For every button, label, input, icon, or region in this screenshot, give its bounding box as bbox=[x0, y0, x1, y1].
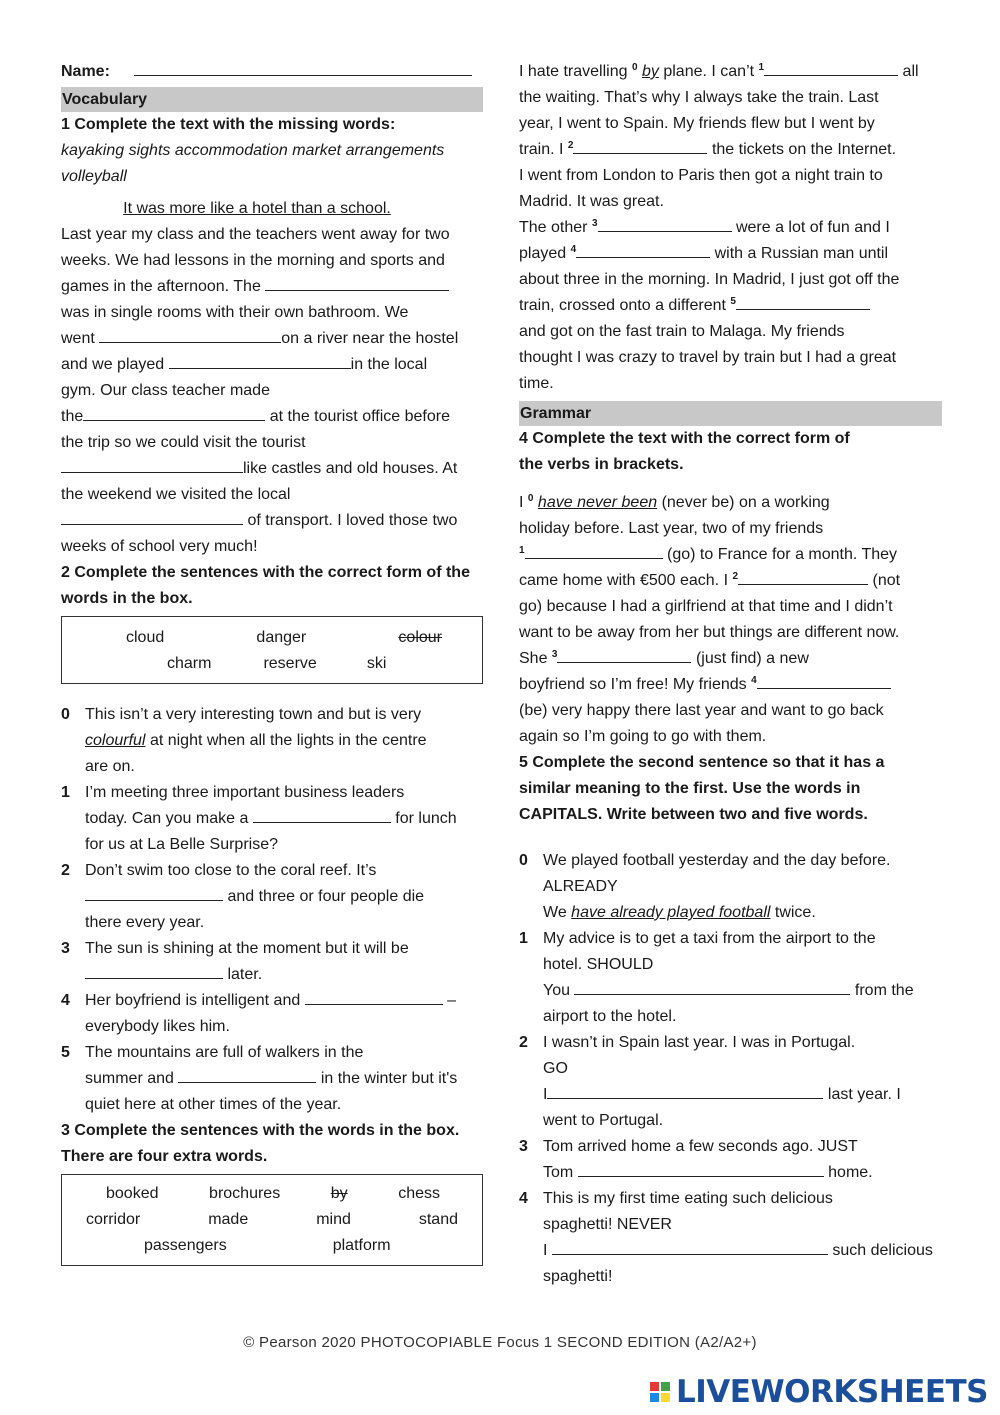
ex1-line: games in the afternoon. The bbox=[61, 274, 483, 300]
story2-line: train, crossed onto a different $^5$ bbox=[519, 293, 942, 319]
ex4-line: boyfriend so I’m free! My friends $^4$ bbox=[519, 672, 942, 698]
word-box-item: stand bbox=[418, 1211, 458, 1228]
story2-line: train. I $^2$ the tickets on the Internet. bbox=[519, 137, 942, 163]
grammar-header: Grammar bbox=[519, 401, 942, 426]
ex2-blank-3[interactable] bbox=[85, 962, 223, 979]
ex2-item-4: 4 Her boyfriend is intelligent and – everybody likes him. bbox=[61, 988, 483, 1040]
ex5-item-3: 3 Tom arrived home a few seconds ago. JUST Tom home. bbox=[519, 1138, 873, 1181]
ex1-words-line1: kayaking sights accommodation market arrangements bbox=[61, 142, 445, 159]
ex1-words-line2: volleyball bbox=[61, 168, 127, 185]
ex3-title-l1: 3 Complete the sentences with the words in the box. bbox=[61, 1122, 460, 1139]
ex1-blank-arrangements[interactable] bbox=[83, 404, 265, 421]
ex1-line: the trip so we could visit the tourist bbox=[61, 434, 306, 451]
ex4-blank-4[interactable] bbox=[757, 672, 891, 689]
word-box-item: booked bbox=[106, 1185, 159, 1202]
copyright-footer: © Pearson 2020 PHOTOCOPIABLE Focus 1 SECOND EDITION (A2/A2+) bbox=[243, 1334, 757, 1351]
ex1-blank-market[interactable] bbox=[61, 508, 243, 525]
ex4-blank-3[interactable] bbox=[557, 646, 691, 663]
word-box-item-example: by bbox=[330, 1185, 348, 1202]
word-box-item: passengers bbox=[144, 1237, 227, 1254]
ex5-title-l2: similar meaning to the first. Use the words in bbox=[519, 780, 861, 797]
ex5-item-1: 1 My advice is to get a taxi from the airport to the hotel. SHOULD You from the airport to the hotel. bbox=[519, 930, 914, 1025]
word-box-item: mind bbox=[316, 1211, 351, 1228]
name-row bbox=[61, 59, 483, 85]
ex1-line: the at the tourist office before bbox=[61, 404, 483, 430]
ex4-line: She $^3$ (just find) a new bbox=[519, 646, 942, 672]
ex4-title-l2: the verbs in brackets. bbox=[519, 456, 684, 473]
right-column bbox=[519, 59, 942, 1290]
ex5-blank-3[interactable] bbox=[578, 1160, 824, 1177]
ex5-blank-4[interactable] bbox=[552, 1238, 828, 1255]
word-box-item: cloud bbox=[126, 629, 165, 646]
example-answer: by bbox=[641, 63, 659, 80]
ex3-word-box bbox=[61, 1174, 483, 1266]
story2-blank-2[interactable] bbox=[573, 137, 707, 154]
ex2-item-0: 0 This isn’t a very interesting town and but is very colourful at night when all the lights in the centre are on. bbox=[61, 706, 427, 775]
story2-blank-3[interactable] bbox=[598, 215, 732, 232]
story2-line: year, I went to Spain. My friends flew but I went by bbox=[519, 115, 875, 132]
ex2-item-1: 1 I’m meeting three important business leaders today. Can you make a for lunch for us at La Belle Surprise? bbox=[61, 784, 457, 853]
liveworksheets-logo[interactable] bbox=[650, 1374, 988, 1410]
example-answer: have already played football bbox=[571, 904, 771, 921]
story2-line: about three in the morning. In Madrid, I just got off the bbox=[519, 271, 900, 288]
logo-grid-icon bbox=[650, 1382, 670, 1402]
ex2-item-2: 2 Don’t swim too close to the coral reef. It’s and three or four people die there every year. bbox=[61, 862, 425, 931]
word-box-item: made bbox=[208, 1211, 249, 1228]
ex1-line: of transport. I loved those two bbox=[61, 508, 483, 534]
story2-line: I went from London to Paris then got a night train to bbox=[519, 167, 883, 184]
ex4-title-l1: 4 Complete the text with the correct form of bbox=[519, 430, 850, 447]
story2-line: Madrid. It was great. bbox=[519, 193, 664, 210]
ex1-line: went on a river near the hostel bbox=[61, 326, 483, 352]
ex1-line: Last year my class and the teachers went away for two bbox=[61, 226, 450, 243]
ex1-line: weeks. We had lessons in the morning and sports and bbox=[61, 252, 445, 269]
ex1-blank-sights[interactable] bbox=[61, 456, 243, 473]
ex4-line: I $^0$ have never been (never be) on a working bbox=[519, 493, 830, 511]
word-box-item: ski bbox=[366, 655, 387, 672]
ex4-line: holiday before. Last year, two of my friends bbox=[519, 520, 824, 537]
left-column bbox=[61, 59, 483, 1266]
ex1-blank-kayaking[interactable] bbox=[99, 326, 281, 343]
ex5-blank-1[interactable] bbox=[574, 978, 850, 995]
ex2-blank-5[interactable] bbox=[178, 1066, 316, 1083]
story2-line: thought I was crazy to travel by train but I had a great bbox=[519, 349, 897, 366]
ex1-blank-volleyball[interactable] bbox=[169, 352, 351, 369]
example-answer: colourful bbox=[85, 732, 146, 749]
ex4-line: came home with €500 each. I $^2$ (not bbox=[519, 568, 942, 594]
story2-blank-4[interactable] bbox=[576, 241, 710, 258]
ex4-blank-1[interactable] bbox=[525, 542, 663, 559]
ex1-story-title: It was more like a hotel than a school. bbox=[123, 200, 391, 217]
ex1-blank-accommodation[interactable] bbox=[265, 274, 449, 291]
ex2-title-l2: words in the box. bbox=[61, 590, 193, 607]
ex5-item-0: 0 We played football yesterday and the day before. ALREADY We have already played football twice. bbox=[519, 852, 891, 921]
ex2-item-3: 3 The sun is shining at the moment but it will be later. bbox=[61, 940, 409, 983]
story2-line: the waiting. That’s why I always take the train. Last bbox=[519, 89, 879, 106]
story2-line: I hate travelling $^0$ by plane. I can’t $^1$ all bbox=[519, 59, 942, 85]
story2-blank-5[interactable] bbox=[736, 293, 870, 310]
ex2-item-5: 5 The mountains are full of walkers in the summer and in the winter but it's quiet here at other times of the year. bbox=[61, 1044, 458, 1113]
ex4-line: want to be away from her but things are different now. bbox=[519, 624, 900, 641]
ex1-line: gym. Our class teacher made bbox=[61, 382, 270, 399]
ex2-title-l1: 2 Complete the sentences with the correct form of the bbox=[61, 564, 470, 581]
word-box-item: danger bbox=[256, 629, 307, 646]
ex5-title-l3: CAPITALS. Write between two and five words. bbox=[519, 806, 868, 823]
word-box-item: platform bbox=[332, 1237, 391, 1254]
ex2-word-box bbox=[61, 616, 483, 684]
ex5-blank-2[interactable] bbox=[547, 1082, 823, 1099]
ex4-line: go) because I had a girlfriend at that time and I didn’t bbox=[519, 598, 893, 615]
ex2-blank-4[interactable] bbox=[305, 988, 443, 1005]
ex5-item-2: 2 I wasn’t in Spain last year. I was in Portugal. GO I last year. I went to Portugal. bbox=[519, 1034, 901, 1129]
ex4-blank-2[interactable] bbox=[738, 568, 868, 585]
story2-line: and got on the fast train to Malaga. My friends bbox=[519, 323, 845, 340]
ex4-line: $^1$ (go) to France for a month. They bbox=[519, 542, 942, 568]
word-box-item: chess bbox=[398, 1185, 440, 1202]
ex1-line: like castles and old houses. At bbox=[61, 456, 483, 482]
ex2-blank-2[interactable] bbox=[85, 884, 223, 901]
ex3-title-l2: There are four extra words. bbox=[61, 1148, 268, 1165]
ex5-item-4: 4 This is my first time eating such delicious spaghetti! NEVER I such delicious spaghetti! bbox=[519, 1190, 933, 1285]
story2-line: played $^4$ with a Russian man until bbox=[519, 241, 942, 267]
ex2-blank-1[interactable] bbox=[253, 806, 391, 823]
story2-blank-1[interactable] bbox=[764, 59, 898, 76]
word-box-item: charm bbox=[167, 655, 212, 672]
logo-text: LIVEWORKSHEETS bbox=[676, 1374, 988, 1410]
story2-line: The other $^3$ were a lot of fun and I bbox=[519, 215, 942, 241]
story2-line: time. bbox=[519, 375, 554, 392]
ex1-title: 1 Complete the text with the missing words: bbox=[61, 116, 396, 133]
example-answer: have never been bbox=[537, 494, 658, 511]
name-blank[interactable] bbox=[134, 59, 472, 76]
ex1-line: was in single rooms with their own bathroom. We bbox=[61, 304, 409, 321]
ex5-title-l1: 5 Complete the second sentence so that it has a bbox=[519, 754, 885, 771]
ex1-line: and we played in the local bbox=[61, 352, 483, 378]
name-label: Name: bbox=[61, 63, 110, 80]
ex1-line: weeks of school very much! bbox=[61, 538, 258, 555]
word-box-item: brochures bbox=[209, 1185, 281, 1202]
ex4-line: (be) very happy there last year and want to go back bbox=[519, 702, 884, 719]
word-box-item: corridor bbox=[86, 1211, 141, 1228]
word-box-item: reserve bbox=[263, 655, 317, 672]
vocabulary-header: Vocabulary bbox=[61, 87, 483, 112]
word-box-item-example: colour bbox=[398, 629, 442, 646]
ex1-line: the weekend we visited the local bbox=[61, 486, 291, 503]
ex4-line: again so I’m going to go with them. bbox=[519, 728, 767, 745]
